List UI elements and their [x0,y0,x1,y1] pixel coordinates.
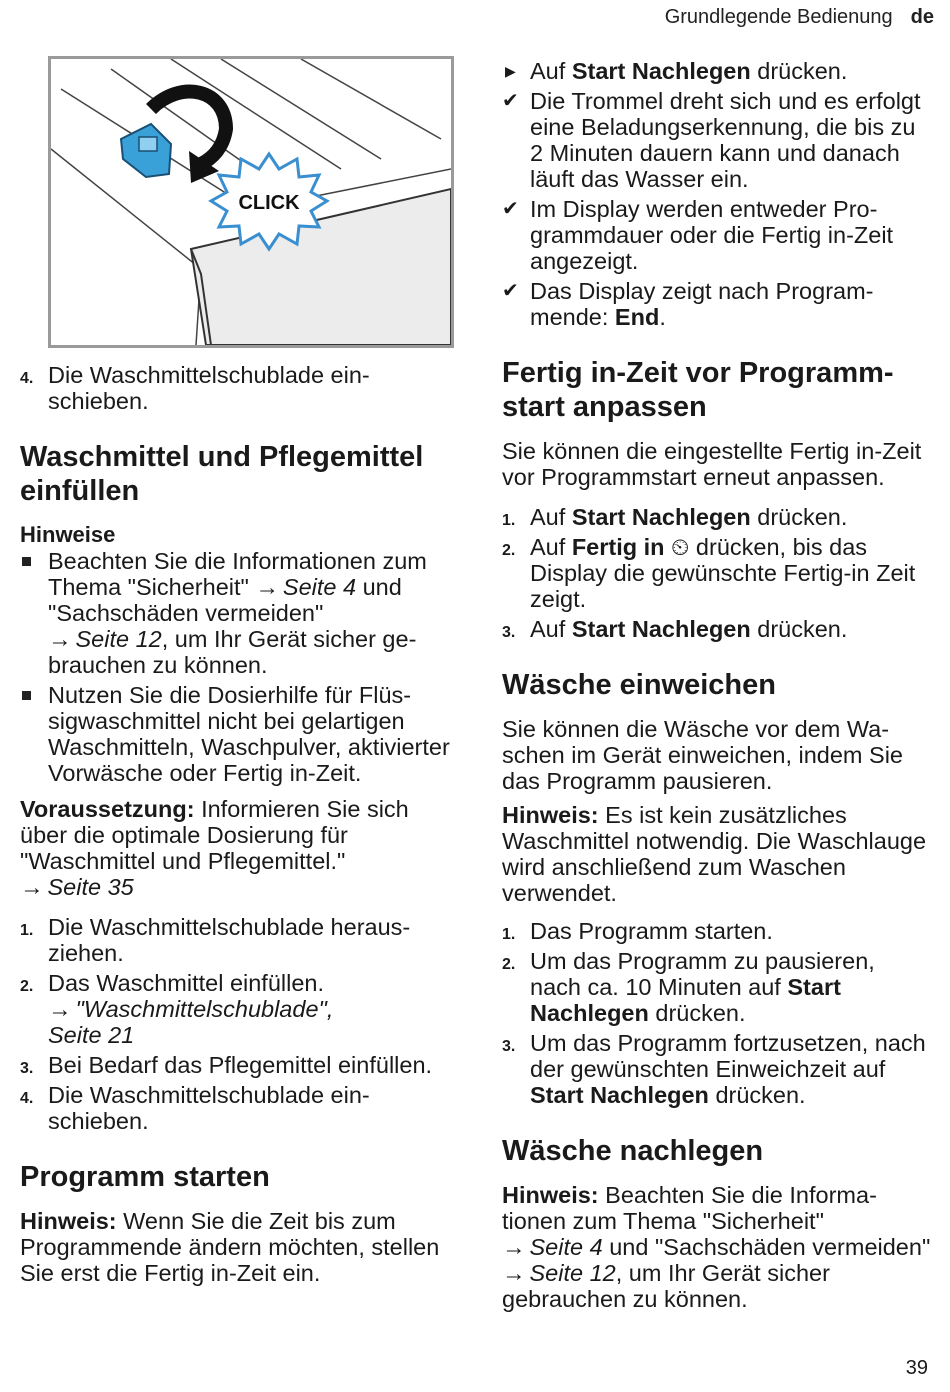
notes-title: Hinweise [20,522,116,547]
list-item: 1. Auf Start Nachlegen drücken. [502,504,848,530]
list-item: 2. Um das Programm zu pausieren, nach ca. 10 Minuten auf Start Nachlegen drücken. [502,948,875,1026]
prerequisite: Voraussetzung: Informieren Sie sich über die optimale Dosierung für "Waschmittel und Pflegemittel." → Seite 35 [20,796,409,900]
page-reference-link[interactable]: Seite 4 [282,574,357,600]
page-reference-link[interactable]: Seite 35 [47,874,134,900]
list-item: 2. Auf Fertig in ⏲ drücken, bis das Display die gewünschte Fertig-in Zeit zeigt. [502,534,916,612]
timer-icon: ⏲ [671,534,690,560]
detergent-drawer-illustration [48,56,454,348]
heading-soak-laundry: Wäsche einweichen [502,669,776,701]
list-item: 1. Die Waschmittelschublade herausziehen. [20,914,411,966]
page-header [665,6,934,29]
start-action-list [502,58,932,330]
list-item: 3. Bei Bedarf das Pflegemittel einfüllen. [20,1052,433,1078]
heading-adjust-finish-time: Fertig in-Zeit vor Programmstart anpassen [502,357,894,423]
list-item: ✔ Im Display werden entweder Programmdauer oder die Fertig in-Zeit angezeigt. [502,196,894,274]
arrow-right-icon: → [48,996,72,1022]
arrow-right-icon: → [255,574,279,600]
page-reference-link[interactable]: Seite 4 [529,1234,603,1260]
page-reference-link[interactable]: Seite 12 [529,1260,616,1286]
list-item: Beachten Sie die Informationen zum Thema "Sicherheit" → Seite 4 und "Sachschäden vermeiden" → Seite 12, um Ihr Gerät sicher gebrauchen zu können. [20,548,460,678]
add-laundry-note: Hinweis: Beachten Sie die Informationen zum Thema "Sicherheit" → Seite 4 und "Sachschäden vermeiden" → Seite 12, um Ihr Gerät sicher gebrauchen zu können. [502,1182,931,1312]
list-item: ✔ Die Trommel dreht sich und es erfolgt eine Beladungserkennung, die bis zu 2 Minuten dauern kann und danach läuft das Wasser ein. [502,88,921,192]
action-triangle-icon: ▶ [505,63,516,79]
fill-steps-list [20,914,460,1134]
section-title: Grundlegende Bedienung [664,6,893,28]
click-label: CLICK [238,192,300,214]
list-item: 2. Das Waschmittel einfüllen. → "Waschmittelschublade", Seite 21 [20,970,334,1048]
start-note: Hinweis: Wenn Sie die Zeit bis zum Programmende ändern möchten, stellen Sie erst die Fertig in-Zeit ein. [20,1208,440,1286]
check-icon: ✔ [502,90,519,112]
adjust-intro: Sie können die eingestellte Fertig in-Zeit vor Programmstart erneut anpassen. [502,438,922,490]
soak-steps-list [502,918,932,1108]
list-item: ▶ Auf Start Nachlegen drücken. [505,58,848,84]
page-reference-link[interactable]: Seite 21 [48,1022,135,1048]
list-item: ✔ Das Display zeigt nach Programmende: End. [502,278,874,330]
list-item: 3. Um das Programm fortzusetzen, nach der gewünschten Einweichzeit auf Start Nachlegen drücken. [502,1030,926,1108]
heading-start-program: Programm starten [20,1161,270,1193]
check-icon: ✔ [502,198,519,220]
soak-note: Hinweis: Es ist kein zusätzliches Waschmittel notwendig. Die Waschlauge wird anschließend zum Waschen verwendet. [502,802,927,906]
list-item: 4. Die Waschmittelschublade einschieben. [20,1082,370,1134]
page-reference-link[interactable]: "Waschmittelschublade", [75,996,334,1022]
language-code: de [910,6,934,28]
drawer-drawing [51,59,451,345]
list-item: 1. Das Programm starten. [502,918,773,944]
heading-add-laundry: Wäsche nachlegen [502,1135,764,1167]
check-icon: ✔ [502,280,519,302]
list-item: Nutzen Sie die Dosierhilfe für Flüssigwaschmittel nicht bei gelartigen Waschmitteln, Waschpulver, aktivierter Vorwäsche oder Fertig in-Zeit. [20,682,460,786]
page-number: 39 [905,1357,928,1379]
right-column [502,58,932,1320]
bullet-square-icon [22,691,31,700]
page-reference-link[interactable]: Seite 12 [75,626,162,652]
arrow-right-icon: → [20,874,44,900]
list-item: 3. Auf Start Nachlegen drücken. [502,616,848,642]
bullet-square-icon [22,557,31,566]
arrow-right-icon: → [48,626,72,652]
adjust-steps-list [502,504,932,642]
heading-fill-detergent: Waschmittel und Pflegemittel einfüllen [20,441,424,507]
list-item: 4. Die Waschmittelschublade einschieben. [20,362,370,414]
arrow-right-icon: → [502,1234,526,1260]
notes-list [20,548,460,786]
top-step-list [20,362,460,414]
soak-intro: Sie können die Wäsche vor dem Waschen im Gerät einweichen, indem Sie das Programm pausieren. [502,716,904,794]
left-column [20,56,460,1294]
arrow-right-icon: → [502,1260,526,1286]
